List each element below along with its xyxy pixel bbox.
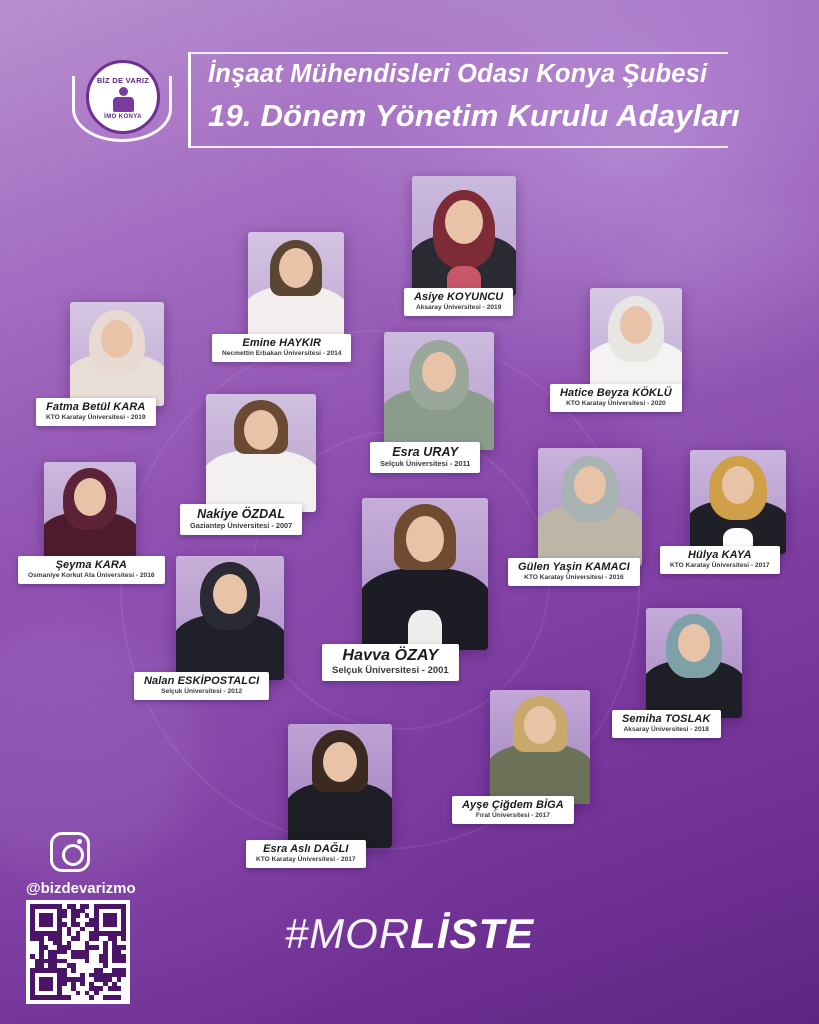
person-emblem-icon bbox=[110, 87, 136, 113]
candidate-nameplate bbox=[404, 288, 513, 316]
candidate-photo bbox=[590, 288, 682, 392]
campaign-hashtag bbox=[0, 910, 819, 958]
social-block bbox=[22, 832, 192, 897]
candidate-photo bbox=[70, 302, 164, 406]
candidate-school: Selçuk Üniversitesi - 2011 bbox=[380, 459, 471, 469]
candidate-school: Gaziantep Üniversitesi - 2007 bbox=[190, 521, 293, 531]
candidate-card bbox=[452, 690, 642, 840]
candidate-nameplate bbox=[36, 398, 156, 426]
logo-circle bbox=[86, 60, 160, 134]
candidate-name: Fatma Betül KARA bbox=[46, 401, 146, 413]
candidate-school: KTO Karatay Üniversitesi - 2019 bbox=[46, 413, 146, 421]
candidate-nameplate bbox=[212, 334, 351, 362]
candidate-photo bbox=[646, 608, 742, 718]
header-divider-bottom bbox=[188, 146, 728, 148]
candidate-photo bbox=[490, 690, 590, 804]
candidate-name: Gülen Yaşin KAMACI bbox=[518, 561, 630, 573]
hashtag-suffix: LİSTE bbox=[410, 910, 535, 957]
instagram-icon[interactable] bbox=[50, 832, 90, 872]
candidate-photo bbox=[288, 724, 392, 848]
candidate-school: KTO Karatay Üniversitesi - 2020 bbox=[566, 399, 666, 407]
candidate-photo bbox=[362, 498, 488, 650]
candidate-photo bbox=[248, 232, 344, 342]
candidate-school: Necmettin Erbakan Üniversitesi - 2014 bbox=[222, 349, 342, 357]
candidate-photo bbox=[44, 462, 136, 564]
logo-bottom-text: İMO KONYA bbox=[104, 114, 142, 120]
candidate-card bbox=[134, 556, 344, 716]
candidate-nameplate bbox=[180, 504, 302, 535]
candidate-school: KTO Karatay Üniversitesi - 2016 bbox=[524, 573, 624, 581]
candidate-name: Semiha TOSLAK bbox=[622, 713, 711, 725]
candidate-school: Aksaray Üniversitesi - 2018 bbox=[623, 725, 709, 733]
candidate-name: Esra Aslı DAĞLI bbox=[263, 843, 349, 855]
candidate-name: Hatice Beyza KÖKLÜ bbox=[560, 387, 672, 399]
candidate-card bbox=[246, 724, 436, 884]
logo bbox=[72, 60, 172, 148]
candidate-school: Selçuk Üniversitesi - 2012 bbox=[161, 687, 243, 695]
header-accent-bar bbox=[188, 52, 191, 148]
candidate-photo bbox=[384, 332, 494, 450]
header bbox=[60, 34, 760, 154]
candidate-school: Selçuk Üniversitesi - 2001 bbox=[332, 664, 449, 676]
candidate-nameplate bbox=[370, 442, 480, 473]
candidate-name: Havva ÖZAY bbox=[342, 647, 439, 664]
candidate-photo bbox=[538, 448, 642, 566]
instagram-handle[interactable]: @bizdevarizmo bbox=[26, 880, 136, 897]
candidate-school: KTO Karatay Üniversitesi - 2017 bbox=[670, 561, 770, 569]
hashtag-prefix: #MOR bbox=[284, 910, 411, 957]
candidate-name: Ayşe Çiğdem BİGA bbox=[462, 799, 564, 811]
candidate-photo bbox=[412, 176, 516, 296]
candidate-nameplate bbox=[452, 796, 574, 824]
candidate-photo bbox=[206, 394, 316, 512]
candidate-school: Fırat Üniversitesi - 2017 bbox=[475, 811, 550, 819]
candidate-card bbox=[546, 288, 746, 428]
page-title: 19. Dönem Yönetim Kurulu Adayları bbox=[208, 98, 740, 133]
candidate-school: Aksaray Üniversitesi - 2019 bbox=[415, 303, 502, 311]
candidate-name: Esra URAY bbox=[392, 445, 459, 459]
candidate-name: Asiye KOYUNCU bbox=[414, 291, 504, 303]
candidate-name: Nakiye ÖZDAL bbox=[197, 507, 286, 521]
candidate-school: KTO Karatay Üniversitesi - 2017 bbox=[256, 855, 356, 863]
header-subtitle: İnşaat Mühendisleri Odası Konya Şubesi bbox=[208, 60, 708, 88]
candidate-name: Nalan ESKİPOSTALCI bbox=[144, 675, 260, 687]
candidate-school: Osmaniye Korkut Ata Üniversitesi - 2016 bbox=[28, 571, 155, 579]
candidate-nameplate bbox=[550, 384, 682, 412]
candidate-name: Emine HAYKIR bbox=[242, 337, 322, 349]
candidate-photo bbox=[176, 556, 284, 680]
candidate-name: Şeyma KARA bbox=[55, 559, 127, 571]
header-divider-top bbox=[188, 52, 728, 54]
candidate-nameplate bbox=[134, 672, 269, 700]
candidate-name: Hülya KAYA bbox=[688, 549, 752, 561]
logo-top-text: BİZ DE VARIZ bbox=[96, 76, 150, 85]
candidate-nameplate bbox=[246, 840, 366, 868]
candidate-card bbox=[318, 498, 548, 688]
